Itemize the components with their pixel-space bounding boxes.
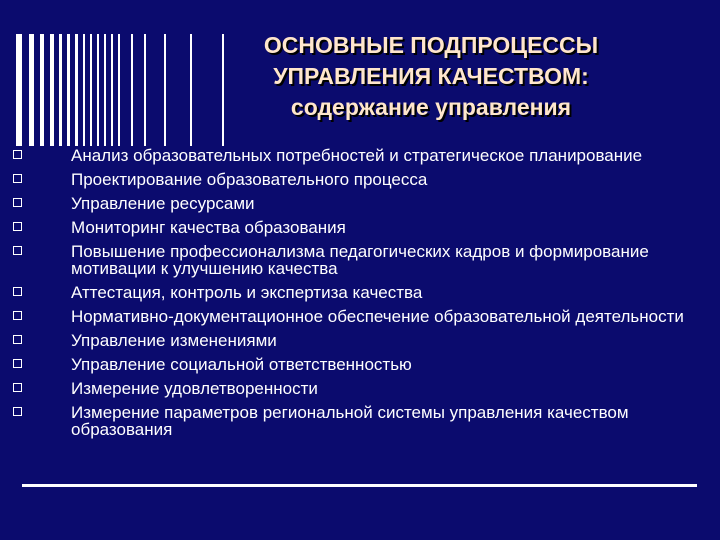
list-item-text: Измерение удовлетворенности bbox=[71, 379, 318, 398]
list-item-text: Управление изменениями bbox=[71, 331, 277, 350]
list-item-text: Анализ образовательных потребностей и стратегическое планирование bbox=[71, 146, 643, 165]
list-item-text: Нормативно-документационное обеспечение образовательной деятельности bbox=[71, 307, 684, 326]
list-item bbox=[12, 404, 692, 438]
decorative-bar bbox=[97, 34, 99, 146]
square-bullet-icon bbox=[13, 407, 22, 416]
decorative-bar bbox=[118, 34, 120, 146]
square-bullet-icon bbox=[13, 383, 22, 392]
square-bullet-icon bbox=[13, 222, 22, 231]
square-bullet-icon bbox=[13, 287, 22, 296]
list-item bbox=[12, 147, 692, 164]
decorative-bar bbox=[16, 34, 22, 146]
list-item bbox=[12, 243, 692, 277]
title-line-2: УПРАВЛЕНИЯ КАЧЕСТВОМ: bbox=[273, 63, 589, 89]
square-bullet-icon bbox=[13, 359, 22, 368]
square-bullet-icon bbox=[13, 311, 22, 320]
bullet-list bbox=[12, 147, 692, 445]
decorative-bar bbox=[29, 34, 34, 146]
decorative-bar bbox=[40, 34, 44, 146]
decorative-bar bbox=[75, 34, 78, 146]
list-item bbox=[12, 219, 692, 236]
decorative-bar bbox=[144, 34, 146, 146]
square-bullet-icon bbox=[13, 335, 22, 344]
list-item-text: Проектирование образовательного процесса bbox=[71, 170, 428, 189]
list-item bbox=[12, 284, 692, 301]
title-line-3: содержание управления bbox=[290, 94, 572, 120]
decorative-bar bbox=[131, 34, 133, 146]
decorative-bar bbox=[83, 34, 85, 146]
decorative-bar bbox=[59, 34, 62, 146]
square-bullet-icon bbox=[13, 174, 22, 183]
decorative-bar bbox=[90, 34, 92, 146]
list-item bbox=[12, 380, 692, 397]
decorative-bar bbox=[190, 34, 192, 146]
list-item-text: Аттестация, контроль и экспертиза качества bbox=[71, 283, 423, 302]
list-item-text: Мониторинг качества образования bbox=[71, 218, 346, 237]
list-item bbox=[12, 195, 692, 212]
square-bullet-icon bbox=[13, 150, 22, 159]
square-bullet-icon bbox=[13, 198, 22, 207]
decorative-bar bbox=[164, 34, 166, 146]
title-line-1: ОСНОВНЫЕ ПОДПРОЦЕССЫ bbox=[263, 32, 599, 58]
list-item-text: Управление социальной ответственностью bbox=[71, 355, 412, 374]
list-item bbox=[12, 332, 692, 349]
list-item bbox=[12, 171, 692, 188]
list-item-text: Повышение профессионализма педагогических кадров и формирование мотивации к улучшению качества bbox=[71, 242, 649, 278]
decorative-bars bbox=[16, 34, 226, 146]
list-item bbox=[12, 308, 692, 325]
decorative-bar bbox=[67, 34, 70, 146]
list-item-text: Управление ресурсами bbox=[71, 194, 255, 213]
square-bullet-icon bbox=[13, 246, 22, 255]
decorative-bar bbox=[111, 34, 113, 146]
list-item bbox=[12, 356, 692, 373]
bottom-divider bbox=[22, 484, 697, 487]
slide-title bbox=[196, 30, 666, 123]
decorative-bar bbox=[50, 34, 54, 146]
decorative-bar bbox=[104, 34, 106, 146]
list-item-text: Измерение параметров региональной системы управления качеством образования bbox=[71, 403, 629, 439]
